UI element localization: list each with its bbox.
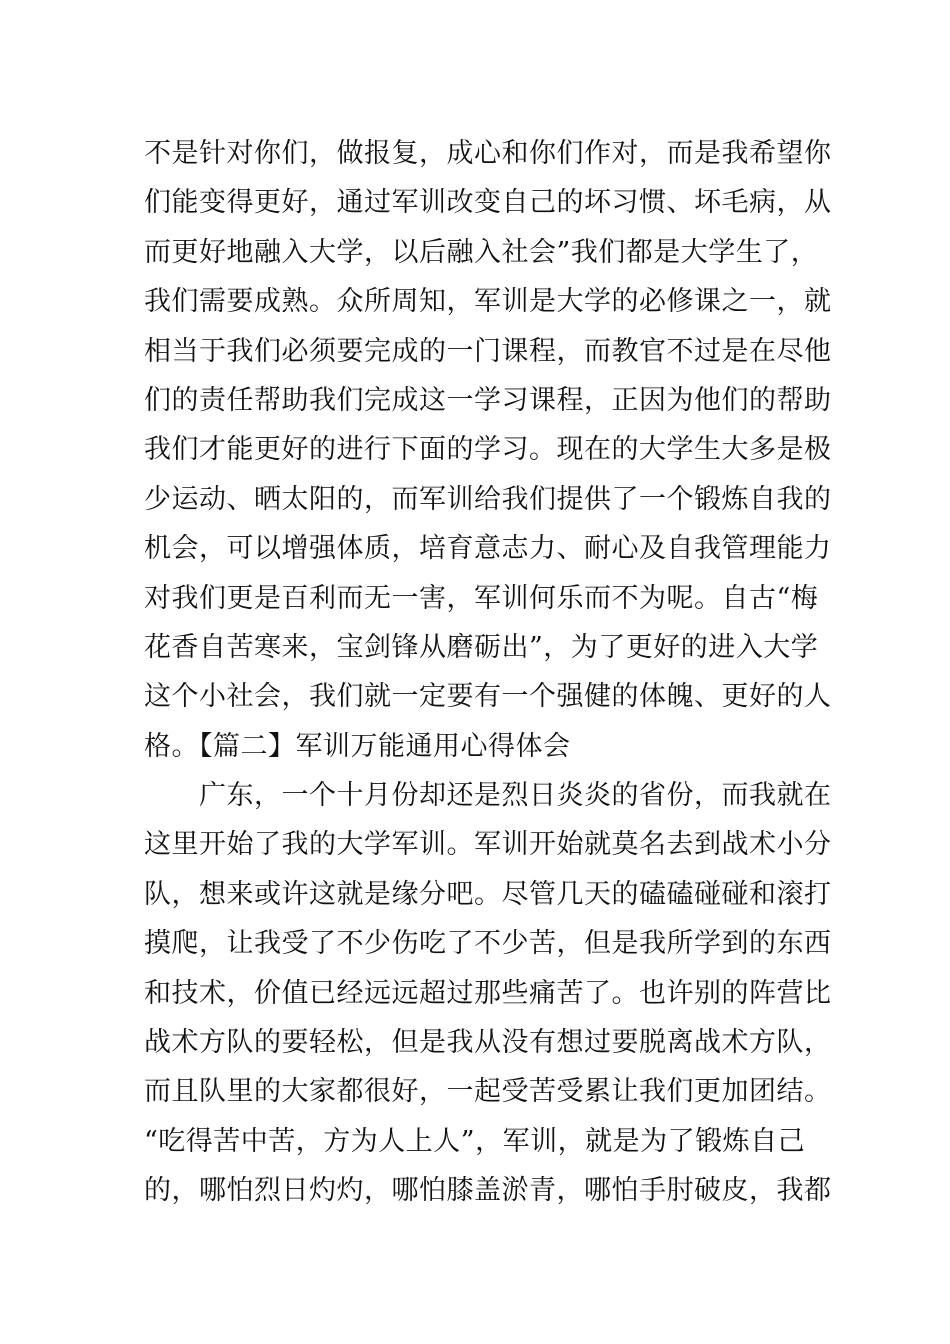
text-line: 和技术，价值已经远远超过那些痛苦了。也许别的阵营比 [144, 977, 832, 1009]
text-line: 摸爬，让我受了不少伤吃了不少苦，但是我所学到的东西 [144, 928, 832, 960]
text-line: 而更好地融入大学，以后融入社会”我们都是大学生了， [144, 236, 819, 268]
text-line: 战术方队的要轻松，但是我从没有想过要脱离战术方队， [144, 1027, 832, 1059]
text-line: 这里开始了我的大学军训。军训开始就莫名去到战术小分 [144, 829, 832, 861]
text-line: 而且队里的大家都很好，一起受苦受累让我们更加团结。 [144, 1076, 832, 1108]
body-text [144, 129, 832, 1216]
paragraph-first-line: 广东，一个十月份却还是烈日炎炎的省份，而我就在 [199, 780, 832, 812]
text-line: 相当于我们必须要完成的一门课程，而教官不过是在尽他 [144, 335, 832, 367]
text-line: 花香自苦寒来，宝剑锋从磨砺出”，为了更好的进入大学 [144, 631, 819, 663]
text-line: “吃得苦中苦，方为人上人”，军训，就是为了锻炼自己 [144, 1125, 806, 1157]
text-line: 少运动、晒太阳的，而军训给我们提供了一个锻炼自我的 [144, 483, 832, 515]
text-line: 我们才能更好的进行下面的学习。现在的大学生大多是极 [144, 434, 832, 466]
text-line: 们的责任帮助我们完成这一学习课程，正因为他们的帮助 [144, 384, 832, 416]
section-heading-line: 格。【篇二】军训万能通用心得体会 [144, 730, 571, 762]
text-line: 的，哪怕烈日灼灼，哪怕膝盖淤青，哪怕手肘破皮，我都 [144, 1175, 832, 1207]
text-line: 机会，可以增强体质，培育意志力、耐心及自我管理能力 [144, 533, 832, 565]
text-line: 不是针对你们，做报复，成心和你们作对，而是我希望你 [144, 138, 832, 169]
text-line: 对我们更是百利而无一害，军训何乐而不为呢。自古“梅 [144, 582, 819, 614]
text-line: 队，想来或许这就是缘分吧。尽管几天的磕磕碰碰和滚打 [144, 878, 832, 910]
text-line: 这个小社会，我们就一定要有一个强健的体魄、更好的人 [144, 681, 832, 713]
text-line: 我们需要成熟。众所周知，军训是大学的必修课之一，就 [144, 286, 832, 318]
text-line: 们能变得更好，通过军训改变自己的坏习惯、坏毛病，从 [144, 187, 832, 219]
